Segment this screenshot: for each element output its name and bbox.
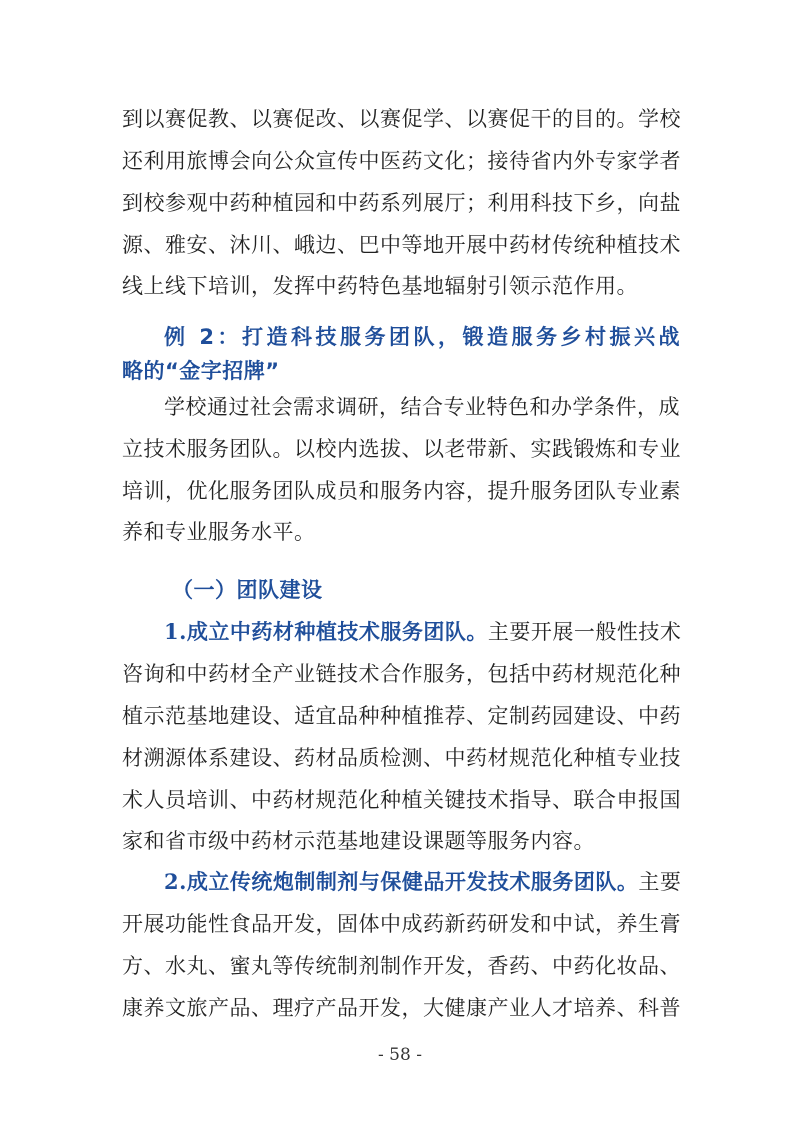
item-1-first-line: [164, 617, 680, 647]
item-1-line-3: 植示范基地建设、适宜品种种植推荐、定制药园建设、中药: [122, 704, 681, 728]
intro-line-5: 线上线下培训，发挥中药特色基地辐射引领示范作用。: [122, 274, 638, 298]
intro-line-1: 到以赛促教、以赛促改、以赛促学、以赛促干的目的。学校: [122, 107, 681, 131]
team-line-1: 学校通过社会需求调研，结合专业特色和办学条件，成: [164, 395, 680, 419]
intro-line-3: 到校参观中药种植园和中药系列展厅；利用科技下乡，向盐: [122, 191, 681, 215]
team-line-2: 立技术服务团队。以校内选拔、以老带新、实践锻炼和专业: [122, 437, 681, 461]
item-2-lead: 2.成立传统炮制制剂与保健品开发技术服务团队。: [164, 869, 639, 894]
item-2-line-3: 方、水丸、蜜丸等传统制剂制作开发，香药、中药化妆品、: [122, 954, 681, 978]
intro-line-2: 还利用旅博会向公众宣传中医药文化；接待省内外专家学者: [122, 149, 681, 173]
item-1-line-2: 咨询和中药材全产业链技术合作服务，包括中药材规范化种: [122, 662, 681, 686]
section-heading: （一）团队建设: [172, 578, 323, 602]
item-2-line-4: 康养文旅产品、理疗产品开发，大健康产业人才培养、科普: [122, 996, 681, 1020]
example-heading-line-2: 略的“金字招牌”: [122, 359, 280, 383]
team-line-4: 养和专业服务水平。: [122, 520, 316, 544]
item-1-line-5: 术人员培训、中药材规范化种植关键技术指导、联合申报国: [122, 788, 681, 812]
item-1-lead: 1.成立中药材种植技术服务团队。: [164, 619, 488, 644]
item-1-line-6: 家和省市级中药材示范基地建设课题等服务内容。: [122, 829, 595, 853]
example-heading-line-1: 例 2：打造科技服务团队，锻造服务乡村振兴战: [164, 325, 680, 349]
intro-line-4: 源、雅安、沐川、峨边、巴中等地开展中药材传统种植技术: [122, 233, 681, 257]
item-2-line-2: 开展功能性食品开发，固体中成药新药研发和中试，养生膏: [122, 912, 681, 936]
page-number: - 58 -: [378, 1045, 422, 1065]
item-1-line-4: 材溯源体系建设、药材品质检测、中药材规范化种植专业技: [122, 746, 681, 770]
item-2-first-line: [164, 867, 680, 897]
team-line-3: 培训，优化服务团队成员和服务内容，提升服务团队专业素: [122, 479, 681, 503]
item-2-first-line-rest: 主要: [638, 870, 682, 894]
item-1-first-line-rest: 主要开展一般性技术: [487, 620, 682, 644]
